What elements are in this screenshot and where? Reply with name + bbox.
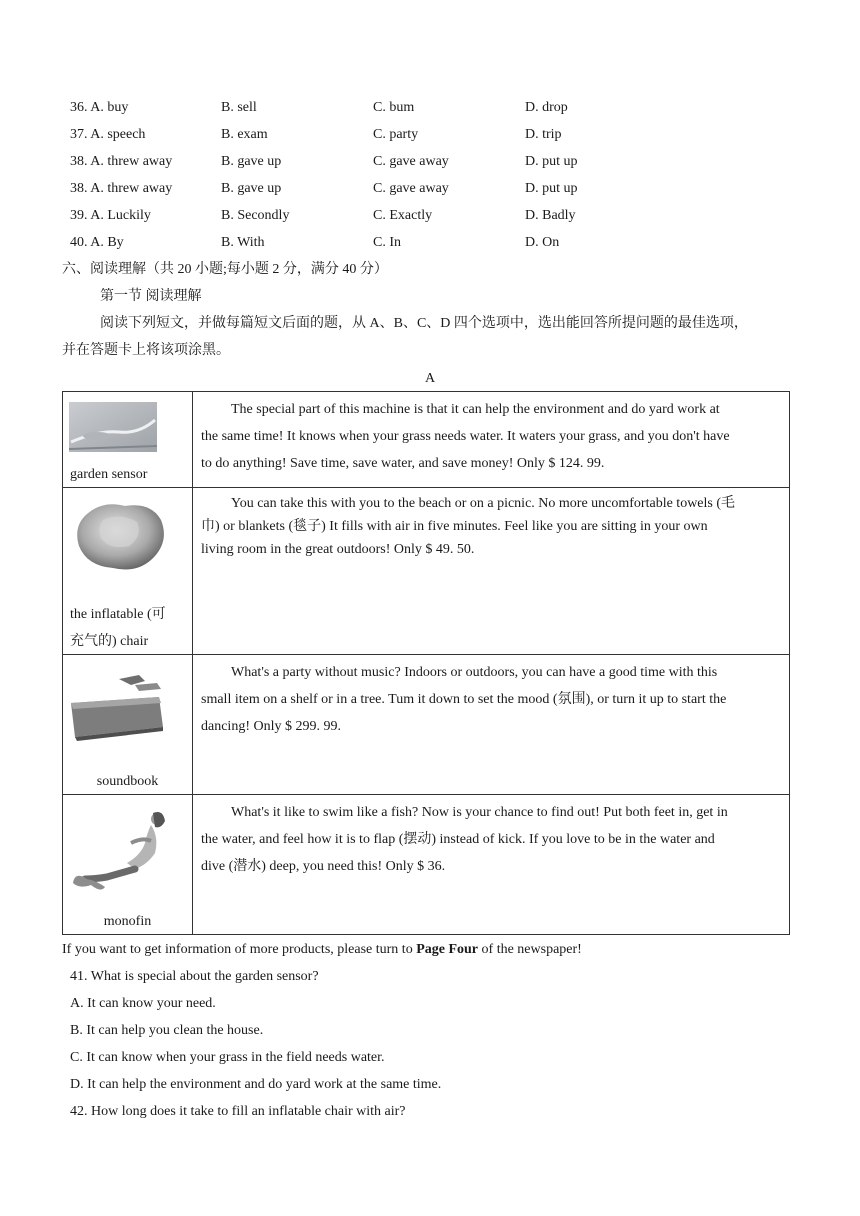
option-d: D. put up [525,154,578,169]
option-d: D. Badly [525,208,576,223]
product-description [193,795,790,935]
question-41-choice-d: D. It can help the environment and do yard work at the same time. [70,1077,442,1092]
description-line: the same time! It knows when your grass needs water. It waters your grass, and you don't have [201,429,730,444]
option-c: C. party [373,127,419,142]
option-a: 40. A. By [70,235,124,250]
option-row-37 [70,125,790,145]
option-a: 38. A. threw away [70,181,173,196]
description-line: dive (潜水) deep, you need this! Only $ 36. [201,859,446,874]
option-b: B. With [221,235,265,250]
option-row-38 [70,152,790,172]
question-41-choice-a: A. It can know your need. [70,996,216,1011]
product-row [63,795,790,935]
question-42-stem: 42. How long does it take to fill an inflatable chair with air? [70,1104,406,1119]
option-a: 38. A. threw away [70,154,173,169]
option-c: C. gave away [373,154,449,169]
description-line: What's a party without music? Indoors or outdoors, you can have a good time with this [231,665,718,680]
option-b: B. Secondly [221,208,290,223]
product-image-cell [63,655,193,795]
option-b: B. gave up [221,181,282,196]
product-row [63,392,790,488]
option-row-38-duplicate [70,179,790,199]
option-a: 36. A. buy [70,100,129,115]
product-image-cell [63,392,193,488]
soundbook-photo-icon [69,673,167,754]
option-c: C. Exactly [373,208,433,223]
product-row [63,488,790,655]
description-line: The special part of this machine is that it can help the environment and do yard work at [231,402,720,417]
option-b: B. gave up [221,154,282,169]
footer-note-bold: Page Four [416,942,479,957]
option-row-40 [70,233,790,253]
description-line: dancing! Only $ 299. 99. [201,719,341,734]
garden-sensor-photo-icon [69,402,157,457]
option-c: C. In [373,235,401,250]
option-c: C. gave away [373,181,449,196]
monofin-photo-icon [71,807,171,902]
question-41-stem: 41. What is special about the garden sensor? [70,969,319,984]
inflatable-chair-photo-icon [73,500,169,579]
option-row-39 [70,206,790,226]
question-41-choice-b: B. It can help you clean the house. [70,1023,264,1038]
product-row [63,655,790,795]
section-subtitle: 第一节 阅读理解 [100,289,202,304]
option-a: 39. A. Luckily [70,208,151,223]
product-caption: monofin [103,914,152,929]
description-line: to do anything! Save time, save water, and save money! Only $ 124. 99. [201,456,605,471]
product-caption-line-2: 充气的) chair [70,634,149,649]
footer-note [62,940,582,960]
product-table [62,391,790,935]
description-line: What's it like to swim like a fish? Now is your chance to find out! Put both feet in, get in [231,805,728,820]
description-line: 巾) or blankets (毯子) It fills with air in five minutes. Feel like you are sitting in your own [201,519,708,534]
product-caption-line-1: the inflatable (可 [70,607,166,622]
product-description [193,655,790,795]
description-line: the water, and feel how it is to flap (摆动) instead of kick. If you love to be in the water and [201,832,715,847]
description-line: small item on a shelf or in a tree. Tum it down to set the mood (氛围), or turn it up to start the [201,692,727,707]
product-description [193,392,790,488]
footer-note-before: If you want to get information of more products, please turn to [62,942,417,957]
product-image-cell [63,488,193,655]
option-d: D. put up [525,181,578,196]
option-d: D. drop [525,100,568,115]
option-c: C. bum [373,100,415,115]
description-line: You can take this with you to the beach or on a picnic. No more uncomfortable towels (毛 [231,496,736,511]
option-b: B. exam [221,127,268,142]
instruction-line-2: 并在答题卡上将该项涂黑。 [62,343,230,358]
option-d: D. trip [525,127,562,142]
instruction-line-1: 阅读下列短文，并做每篇短文后面的题，从 A、B、C、D 四个选项中，选出能回答所提问题的最佳选项， [100,316,748,331]
option-d: D. On [525,235,560,250]
product-image-cell [63,795,193,935]
passage-letter: A [424,371,436,386]
product-description [193,488,790,655]
section-title: 六、阅读理解（共 20 小题;每小题 2 分，满分 40 分） [62,262,388,277]
footer-note-after: of the newspaper! [478,942,582,957]
option-a: 37. A. speech [70,127,146,142]
product-caption: garden sensor [70,467,148,482]
product-caption: soundbook [96,774,159,789]
option-b: B. sell [221,100,257,115]
question-41-choice-c: C. It can know when your grass in the field needs water. [70,1050,385,1065]
option-row-36 [70,98,790,118]
description-line: living room in the great outdoors! Only $ 49. 50. [201,542,475,557]
